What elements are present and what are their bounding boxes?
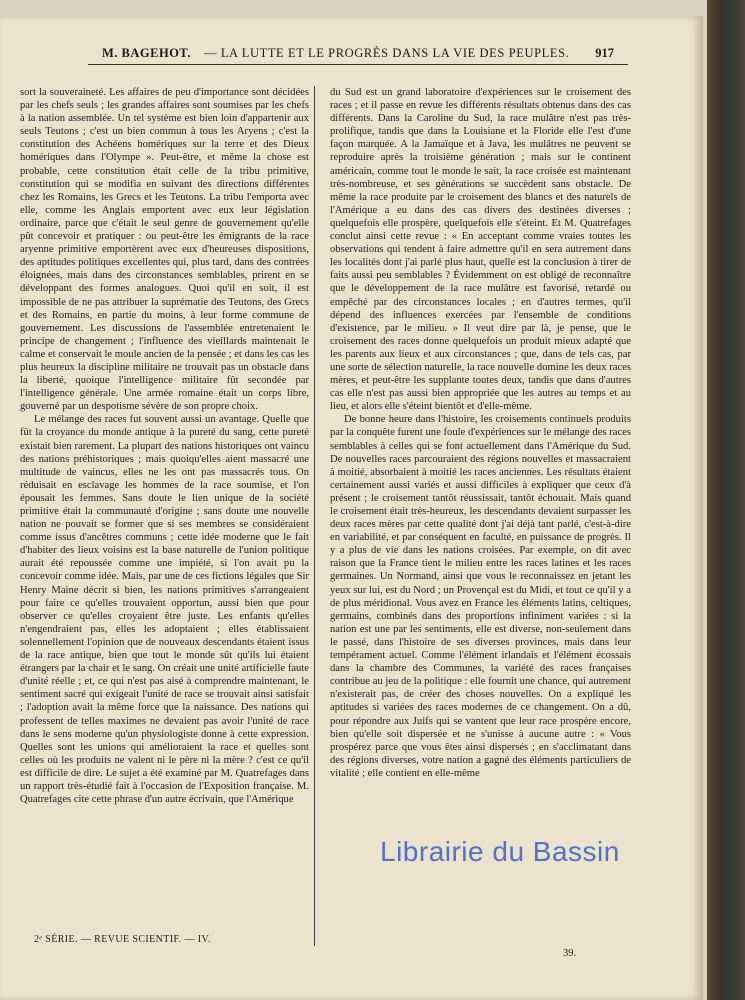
right-text-column xyxy=(330,86,631,780)
footer-series: 2ᵉ SÉRIE. — REVUE SCIENTIF. — IV. xyxy=(34,934,211,945)
right-paragraph-2: De bonne heure dans l'histoire, les croisements continuels produits par la conquête furent une foule d'expériences sur le mélange des races semblables à celles qui se font actuellement dans l'Amérique du Sud. De nouvelles races parcouraient des régions nouvelles et massacraient à moitié, absorbaient à moitié les races anciennes. Les résultats étaient certainement aussi variés et aussi difficiles à expliquer que ceux d'à présent ; le croisement tantôt réussissait, tantôt échouait. Mais quand le croisement était très-heureux, les descendants devaient surpasser les deux races mères par cette qualité dont j'ai déjà tant parlé, c'est-à-dire en variabilité, et par conséquent en faculté, en puissance de progrès. Il y a plus de vie dans les nations croisées. Par exemple, on dit avec raison que la France tient le milieu entre les races latines et les races germaines. Un Normand, ainsi que vous le reconnaissez en jetant les yeux sur lui, est du Nord ; un Provençal est du Midi, et tout ce qu'il y a de plus méridional. Vous avez en France les éléments latins, celtiques, germains, combinés dans des proportions infiniment variées : si la nation est une par les sentiments, elle est diverse, non-seulement dans le passé, dans l'histoire de ses diverses provinces, mais dans leur tempérament actuel. Comme l'élément irlandais et l'élément écossais dans la chambre des Communes, la variété des races françaises contribue au jeu de la politique : elle fournit une chance, qui autrement n'existerait pas, de créer des choses nouvelles. On a expliqué les aptitudes si variées des races modernes de ce changement. On a dû, pour répondre aux Juifs qui se vantent que leur race prospère encore, bien qu'elle soit dispersée et ne s'unisse à aucune autre : « Vous prospérez parce que vous êtes ainsi dispersés ; en s'acclimatant dans des régions diverses, votre nation a gagné des éléments particuliers de vitalité ; elle contient en elle-même xyxy=(330,414,631,779)
left-paragraph-1: sort la souveraineté. Les affaires de peu d'importance sont décidées par les chefs seuls ; les grandes affaires sont soumises par les chefs à la nation assemblée. Un tel système est bien loin d'appartenir aux seuls Teutons ; c'est un bien commun à tous les Aryens ; c'est la constitution des Achéens homériques sur la terre et des Dieux homériques dans l'Olympe ». Peut-être, et même la chose est probable, cette constitution était celle de la tribu primitive, constitution qui se modifia en suivant des directions différentes chez les Romains, les Grecs et les Teutons. La tribu l'emporta avec elle, comme les Anglais emportent avec eux leur législation ordinaire, parce que c'était le seul genre de gouvernement qu'elle pût concevoir et pratiquer : ou peut-être les émigrants de la race aryenne primitive emportèrent avec eux d'heureuses dispositions, des aptitudes politiques excellentes qui, plus tard, dans des contrées éloignées, mais dans des circonstances semblables, prirent en se développant des formes analogues. Quoi qu'il en soit, il est impossible de ne pas attribuer la suprématie des Teutons, des Grecs et des Romains, en partie du moins, à leur forme commune de gouvernement. Les discussions de l'assemblée entretenaient le principe de changement ; l'influence des vieillards maintenait le calme et conservait le moule ancien de la pensée ; et dans les cas les plus heureux la discipline militaire ne trouvait pas un obstacle dans la liberté, quoique l'intelligence militaire fût secondée par l'intelligence générale. Une armée romaine était un corps libre, gouverné par un despotisme sévère de son propre choix. xyxy=(20,87,309,413)
bookseller-watermark xyxy=(380,836,620,868)
left-text-column xyxy=(20,86,309,806)
watermark-text: Librairie du Bassin xyxy=(380,836,620,867)
right-paragraph-1: du Sud est un grand laboratoire d'expériences sur le croisement des races ; et il passe en revue les différents résultats obtenus dans des cas différents. Dans la Caroline du Sud, la race mulâtre n'est pas très-prolifique, tandis que dans la Louisiane et la Floride elle l'est d'une façon marquée. A la Jamaïque et à Java, les mulâtres ne peuvent se reproduire après la troisième génération ; mais sur le continent américain, comme tout le monde le sait, la race croisée est maintenant très-nombreuse, et ses générations se succèdent sans obstacle. De même la race produite par le croisement des blancs et des naturels de l'Amérique a eu dans des cas divers des destinées diverses ; quelquefois elle prospère, quelquefois elle s'éteint. Et M. Quatrefages conclut ainsi cette revue : « En acceptant comme vraies toutes les observations qui tendent à faire admettre qu'il en sera autrement dans les localités dont j'ai parlé plus haut, quelle est la conclusion à tirer de faits aussi peu semblables ? Évidemment on est obligé de reconnaître que le développement de la race mulâtre est favorisé, retardé ou empêché par des circonstances locales ; en d'autres termes, qu'il dépend des influences exercées par l'ensemble de conditions d'existence, par le milieu. » Il veut dire par là, je pense, que le croisement des races donne quelquefois un produit mieux adapté que les parents aux lieux et aux circonstances ; que, dans de tels cas, par une sorte de sélection naturelle, la race nouvelle domine les deux races mères, et peut-être les supplante toutes deux, tandis que dans d'autres cas elle n'est pas aussi bien appropriée que les autres au temps et au lieu, et alors elle s'éteint bientôt et d'elle-même. xyxy=(330,87,631,413)
column-divider xyxy=(314,86,315,946)
running-header xyxy=(88,44,628,65)
header-title: — LA LUTTE ET LE PROGRÈS DANS LA VIE DES PEUPLES. xyxy=(204,46,570,60)
page-number: 917 xyxy=(595,46,614,60)
book-spine xyxy=(707,0,745,1000)
header-author: M. BAGEHOT. xyxy=(102,46,191,60)
left-paragraph-2: Le mélange des races fut souvent aussi un avantage. Quelle que fût la croyance du monde antique à la pureté du sang, cette pureté existait bien rarement. La plupart des nations historiques ont vaincu des nations préhistoriques ; mais quoiqu'elles aient massacré une multitude de vaincus, elles ne les ont pas massacrés tous. On réduisait en esclavage les hommes de la race soumise, et l'on épousait les femmes. Sans doute le lien unique de la société primitive était la communauté d'origine ; sans doute une nouvelle nation ne pouvait se former que si ses membres se considéraient comme issus d'ancêtres communs ; cette idée moderne que le fait d'habiter des lieux voisins est la base naturelle de l'union politique aurait été repoussée comme une impiété, si l'on avait pu la concevoir comme idée. Mais, par une de ces fictions légales que Sir Henry Maine décrit si bien, les nations primitives s'arrangeaient pour faire ce qu'elles trouvaient opportun, aussi bien que pour observer ce qu'elles croyaient être juste. Les enfants qu'elles n'engendraient pas, elles les adoptaient ; elles établissaient solennellement l'opinion que de nouveaux descendants étaient issus de la race antique, bien que tout le monde sût qu'ils lui étaient étrangers par la chair et le sang. On créait une unité artificielle faute d'unité réelle ; et, ce qui n'est pas aisé à comprendre maintenant, le sentiment sacré qui exigeait l'unité de race se trouvait ainsi satisfait ; l'adoption avait la même force que la naissance. Des nations qui professent de telles maximes ne devaient pas avoir l'unité de race dans le sens moderne qu'un physiologiste donne à cette expression. Quelles sont les unions qui amélioraient la race et quelles sont celles où les produits ne valent ni le père ni la mère ? c'est ce qu'il est difficile de dire. Le sujet a été examiné par M. Quatrefages dans un rapport très-étudié fait à l'occasion de l'Exposition française. M. Quatrefages cite cette phrase d'un autre écrivain, que l'Amérique xyxy=(20,414,309,806)
signature-mark: 39. xyxy=(563,948,577,959)
